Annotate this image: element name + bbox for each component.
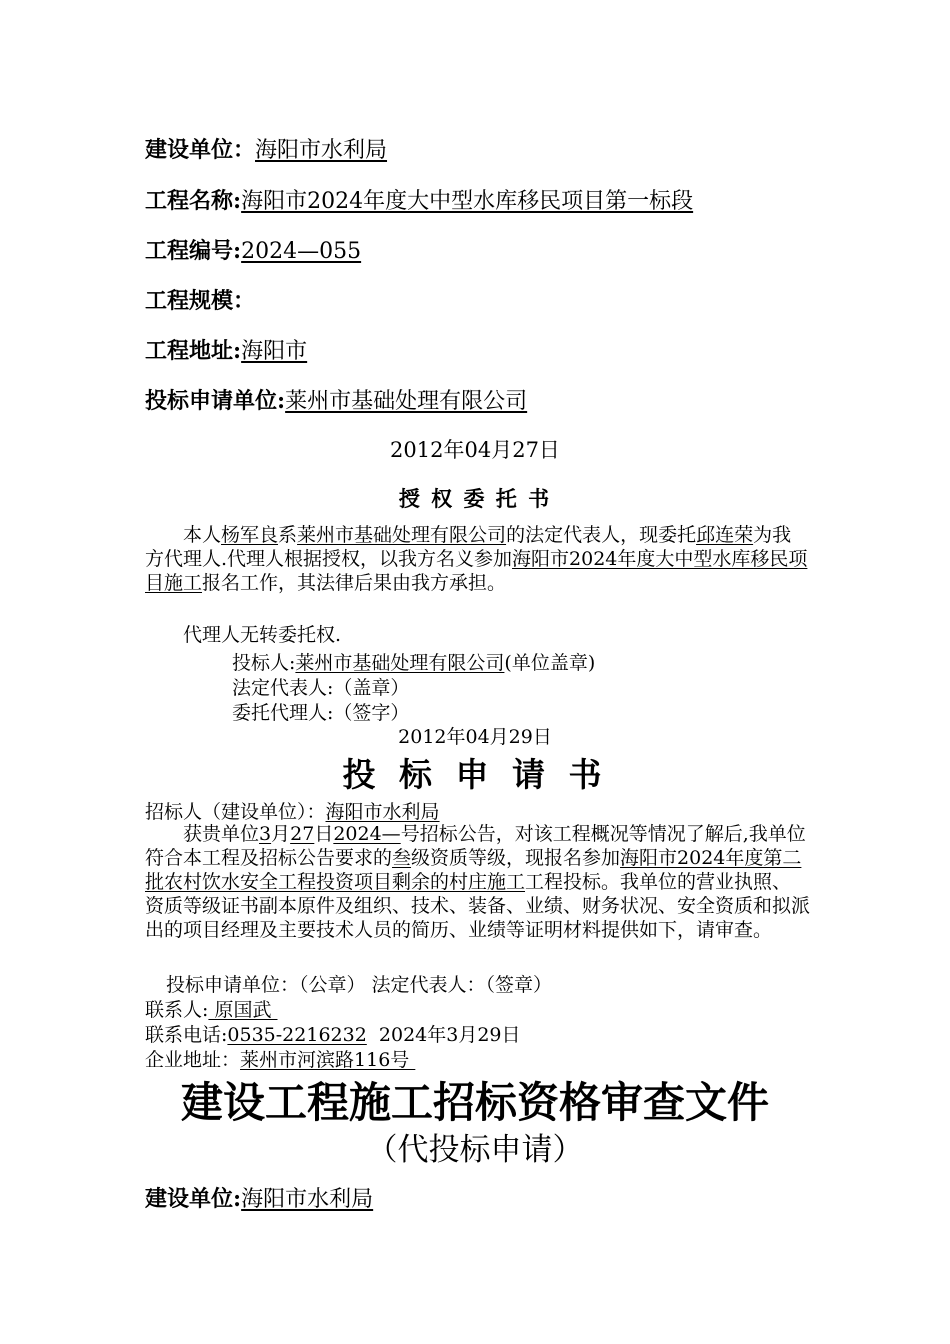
tenderer-label: 招标人（建设单位）：	[145, 801, 326, 823]
cover-date: 2012年04月27日	[390, 438, 560, 462]
notice-month: 3	[259, 823, 272, 845]
qualification-grade: 叁	[392, 847, 412, 869]
project-no-label: 工程编号:	[145, 238, 242, 264]
bidder-value: 莱州市基础处理有限公司	[295, 652, 505, 674]
legal-person-name: 杨军良	[221, 524, 279, 546]
authorization-date: 2012年04月29日	[398, 726, 552, 748]
applicant-label: 投标申请单位:	[145, 388, 286, 414]
project-name-value: 海阳市2024年度大中型水库移民项目第一标段	[241, 189, 694, 214]
contact-row	[145, 995, 278, 1022]
auth-text-d: 为我方代理人.代理人根据授权，以我方名义参加	[145, 524, 792, 570]
address-row	[145, 334, 307, 365]
enterprise-address-label: 企业地址：	[145, 1049, 241, 1071]
notice-day: 27	[290, 823, 315, 845]
qualification-builder-label: 建设单位:	[145, 1186, 242, 1212]
auth-project: 海阳市2024年度大中型水库移民项目施工	[145, 548, 808, 594]
bidder-suffix: (单位盖章)	[504, 652, 596, 674]
qualification-title: 建设工程施工招标资格审查文件	[180, 1078, 769, 1127]
bidder-row	[232, 648, 595, 675]
project-name-label: 工程名称:	[145, 188, 242, 214]
scale-row	[145, 284, 255, 315]
qualification-builder-value: 海阳市水利局	[241, 1187, 374, 1212]
contact-value: 原国武	[208, 999, 278, 1021]
tenderer-value: 海阳市水利局	[325, 801, 440, 823]
legal-rep-line: 法定代表人:（盖章）	[232, 677, 410, 699]
phone-label: 联系电话:	[145, 1024, 228, 1046]
app-project: 海阳市2024年度第二批农村饮水安全工程投资项目剩余的村庄施工	[145, 847, 802, 893]
auth-text-c: 的法定代表人，现委托	[506, 524, 697, 546]
app-text-f: 工程投标。我单位的营业执照、资质等级证书副本原件及组织、技术、装备、业绩、财务状况、安全资质和拟派出的项目经理及主要技术人员的简历、业绩等证明材料提供如下，请审查。	[145, 871, 811, 941]
phone-value: 0535-2216232	[227, 1024, 367, 1046]
applicant-value: 莱州市基础处理有限公司	[285, 389, 528, 414]
auth-text-e: 报名工作，其法律后果由我方承担。	[202, 572, 507, 594]
app-text-d: 号招标公告，对该工程概况等情况了解后,我单位符合本工程及招标公告要求的	[145, 823, 806, 869]
address-value: 海阳市	[241, 339, 308, 364]
builder-value: 海阳市水利局	[255, 138, 388, 163]
authorization-title: 授 权 委 托 书	[398, 486, 552, 511]
qualification-builder-row	[145, 1182, 373, 1213]
app-text-b: 月	[271, 823, 291, 845]
phone-row	[145, 1020, 521, 1047]
auth-company: 莱州市基础处理有限公司	[297, 524, 507, 546]
application-title: 投 标 申 请 书	[342, 755, 608, 794]
app-text-a: 获贵单位	[183, 823, 260, 845]
authorization-paragraph	[145, 523, 810, 595]
builder-label: 建设单位：	[145, 137, 256, 163]
no-subdelegation-text: 代理人无转委托权.	[183, 624, 342, 646]
tenderer-row	[145, 797, 440, 824]
project-name-row	[145, 184, 693, 215]
qualification-subtitle: （代投标申请）	[366, 1132, 584, 1168]
builder-row	[145, 133, 387, 164]
phone-date: 2024年3月29日	[366, 1024, 521, 1046]
applicant-row	[145, 384, 527, 415]
notice-number: 2024—	[333, 823, 401, 845]
enterprise-address-row	[145, 1045, 415, 1072]
auth-text-b: 系	[278, 524, 298, 546]
agent-name: 邱连荣	[696, 524, 754, 546]
scale-label: 工程规模：	[145, 288, 256, 314]
application-paragraph	[145, 822, 810, 942]
app-text-c: 日	[314, 823, 334, 845]
auth-text-a: 本人	[183, 524, 222, 546]
enterprise-address-value: 莱州市河滨路116号	[240, 1049, 416, 1071]
app-text-e: 级资质等级，现报名参加	[411, 847, 621, 869]
contact-label: 联系人:	[145, 999, 209, 1021]
sign-line: 投标申请单位：（公章） 法定代表人：（签章）	[166, 974, 553, 996]
project-no-row	[145, 234, 361, 265]
address-label: 工程地址:	[145, 338, 242, 364]
agent-sign-line: 委托代理人:（签字）	[232, 702, 410, 724]
bidder-label: 投标人:	[232, 652, 296, 674]
project-no-value: 2024—055	[241, 239, 362, 264]
